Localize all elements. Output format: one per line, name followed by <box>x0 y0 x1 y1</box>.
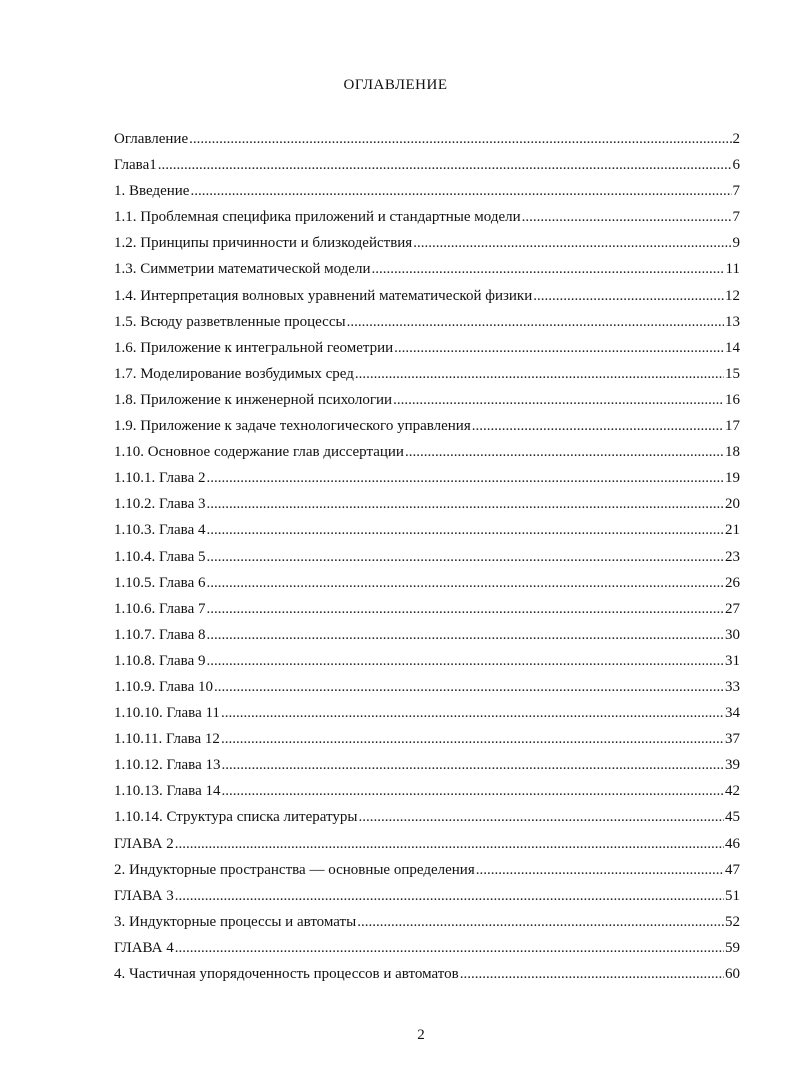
toc-entry-label: 3. Индукторные процессы и автоматы <box>114 913 357 930</box>
toc-leader-dots <box>405 442 724 456</box>
toc-entry-page: 42 <box>725 783 740 800</box>
toc-entry-label: 1.4. Интерпретация волновых уравнений математической физики <box>114 287 533 304</box>
toc-entry <box>114 178 740 204</box>
toc-entry <box>114 831 740 857</box>
toc-entry <box>114 596 740 622</box>
toc-entry-page: 51 <box>725 887 740 904</box>
toc-entry <box>114 230 740 256</box>
toc-entry-label: ГЛАВА 4 <box>114 939 174 956</box>
toc-entry <box>114 778 740 804</box>
toc-leader-dots <box>460 964 724 978</box>
toc-entry-label: 1.3. Симметрии математической модели <box>114 261 371 278</box>
toc-entry-page: 21 <box>725 522 740 539</box>
toc-leader-dots <box>214 677 724 691</box>
toc-entry <box>114 152 740 178</box>
toc-entry-label: 1.10.11. Глава 12 <box>114 731 220 748</box>
toc-entry-label: 2. Индукторные пространства — основные определения <box>114 861 475 878</box>
toc-entry <box>114 491 740 517</box>
toc-leader-dots <box>206 625 724 639</box>
toc-entry-label: Глава1 <box>114 157 157 174</box>
toc-entry <box>114 700 740 726</box>
toc-entry <box>114 544 740 570</box>
toc-entry-page: 39 <box>725 757 740 774</box>
toc-entry <box>114 413 740 439</box>
toc-leader-dots <box>175 938 724 952</box>
page-number: 2 <box>417 1027 425 1043</box>
toc-entry-label: 1.10.10. Глава 11 <box>114 705 220 722</box>
toc-entry-label: 1.10.2. Глава 3 <box>114 496 206 513</box>
toc-entry-label: 1.10.5. Глава 6 <box>114 574 206 591</box>
toc-entry-page: 2 <box>732 131 740 147</box>
toc-entry-page: 6 <box>732 157 740 174</box>
toc-entry-label: 1.2. Принципы причинности и близкодействия <box>114 235 413 252</box>
table-of-contents <box>114 126 740 987</box>
toc-entry <box>114 935 740 961</box>
toc-entry-page: 17 <box>725 418 740 435</box>
toc-leader-dots <box>394 338 724 352</box>
toc-entry-page: 59 <box>725 939 740 956</box>
toc-entry <box>114 283 740 309</box>
toc-entry-page: 13 <box>725 313 740 330</box>
toc-entry-label: 1.7. Моделирование возбудимых сред <box>114 365 354 382</box>
toc-entry-label: 1.10.9. Глава 10 <box>114 678 213 695</box>
toc-leader-dots <box>206 547 724 561</box>
toc-leader-dots <box>221 755 724 769</box>
toc-leader-dots <box>533 286 724 300</box>
toc-entry <box>114 465 740 491</box>
toc-entry-page: 19 <box>725 470 740 487</box>
toc-entry-page: 34 <box>725 705 740 722</box>
toc-entry <box>114 961 740 987</box>
toc-leader-dots <box>358 807 724 821</box>
toc-entry <box>114 517 740 543</box>
toc-entry-page: 33 <box>725 678 740 695</box>
toc-entry-page: 52 <box>725 913 740 930</box>
toc-leader-dots <box>190 181 731 195</box>
toc-entry <box>114 883 740 909</box>
toc-leader-dots <box>371 259 724 273</box>
toc-entry-page: 26 <box>725 574 740 591</box>
toc-entry <box>114 804 740 830</box>
toc-entry-label: 1.10.8. Глава 9 <box>114 652 206 669</box>
toc-entry-label: 1. Введение <box>114 183 190 200</box>
toc-leader-dots <box>206 468 724 482</box>
toc-entry <box>114 648 740 674</box>
toc-entry-page: 30 <box>725 626 740 643</box>
toc-leader-dots <box>221 781 724 795</box>
toc-leader-dots <box>206 520 724 534</box>
toc-entry <box>114 752 740 778</box>
toc-entry <box>114 570 740 596</box>
toc-entry-page: 60 <box>725 966 740 982</box>
toc-entry <box>114 674 740 700</box>
toc-entry-page: 31 <box>725 652 740 669</box>
toc-leader-dots <box>158 155 732 169</box>
page-title: ОГЛАВЛЕНИЕ <box>343 77 448 93</box>
toc-entry-page: 11 <box>725 261 740 278</box>
toc-entry-label: 1.10.3. Глава 4 <box>114 522 206 539</box>
toc-leader-dots <box>221 703 724 717</box>
toc-entry <box>114 335 740 361</box>
toc-entry-label: 1.1. Проблемная специфика приложений и стандартные модели <box>114 209 521 226</box>
toc-entry <box>114 439 740 465</box>
toc-leader-dots <box>393 390 724 404</box>
toc-leader-dots <box>175 886 724 900</box>
toc-entry <box>114 361 740 387</box>
toc-entry-label: 1.10.12. Глава 13 <box>114 757 221 774</box>
toc-entry-page: 18 <box>725 444 740 461</box>
toc-entry <box>114 309 740 335</box>
toc-entry-label: Оглавление <box>114 131 189 147</box>
toc-entry-label: 1.10.6. Глава 7 <box>114 600 206 617</box>
toc-entry-label: 1.5. Всюду разветвленные процессы <box>114 313 346 330</box>
toc-entry-page: 46 <box>725 835 740 852</box>
toc-leader-dots <box>206 599 724 613</box>
toc-entry-page: 9 <box>732 235 740 252</box>
toc-leader-dots <box>476 860 724 874</box>
toc-entry-label: 1.6. Приложение к интегральной геометрии <box>114 339 394 356</box>
toc-entry <box>114 256 740 282</box>
toc-entry-page: 15 <box>725 365 740 382</box>
toc-entry <box>114 909 740 935</box>
toc-entry-page: 7 <box>732 209 740 226</box>
toc-leader-dots <box>413 233 731 247</box>
toc-entry-page: 14 <box>725 339 740 356</box>
toc-entry-label: 1.10.13. Глава 14 <box>114 783 221 800</box>
toc-entry-label: 1.10.14. Структура списка литературы <box>114 809 358 826</box>
toc-entry <box>114 726 740 752</box>
toc-entry <box>114 387 740 413</box>
toc-leader-dots <box>206 651 724 665</box>
toc-entry-label: 1.10.1. Глава 2 <box>114 470 206 487</box>
toc-leader-dots <box>355 364 724 378</box>
toc-entry-label: ГЛАВА 3 <box>114 887 174 904</box>
toc-entry-label: 1.8. Приложение к инженерной психологии <box>114 391 393 408</box>
toc-leader-dots <box>189 129 731 143</box>
toc-entry-page: 7 <box>732 183 740 200</box>
toc-entry-page: 16 <box>725 391 740 408</box>
toc-leader-dots <box>221 729 724 743</box>
toc-entry-page: 45 <box>725 809 740 826</box>
toc-leader-dots <box>175 834 724 848</box>
toc-leader-dots <box>522 207 732 221</box>
toc-entry-page: 37 <box>725 731 740 748</box>
toc-entry-label: 4. Частичная упорядоченность процессов и автоматов <box>114 966 459 982</box>
toc-entry-label: ГЛАВА 2 <box>114 835 174 852</box>
toc-entry-page: 23 <box>725 548 740 565</box>
toc-entry-label: 1.10.7. Глава 8 <box>114 626 206 643</box>
toc-entry <box>114 204 740 230</box>
toc-entry-page: 20 <box>725 496 740 513</box>
toc-leader-dots <box>347 312 724 326</box>
toc-leader-dots <box>357 912 724 926</box>
toc-leader-dots <box>206 494 724 508</box>
toc-entry <box>114 857 740 883</box>
toc-entry-label: 1.9. Приложение к задаче технологического управления <box>114 418 471 435</box>
toc-leader-dots <box>472 416 724 430</box>
toc-leader-dots <box>206 573 724 587</box>
toc-entry-label: 1.10. Основное содержание глав диссертации <box>114 444 404 461</box>
toc-entry <box>114 126 740 152</box>
toc-entry-page: 12 <box>725 287 740 304</box>
toc-entry-page: 47 <box>725 861 740 878</box>
toc-entry-label: 1.10.4. Глава 5 <box>114 548 206 565</box>
toc-entry-page: 27 <box>725 600 740 617</box>
toc-entry <box>114 622 740 648</box>
